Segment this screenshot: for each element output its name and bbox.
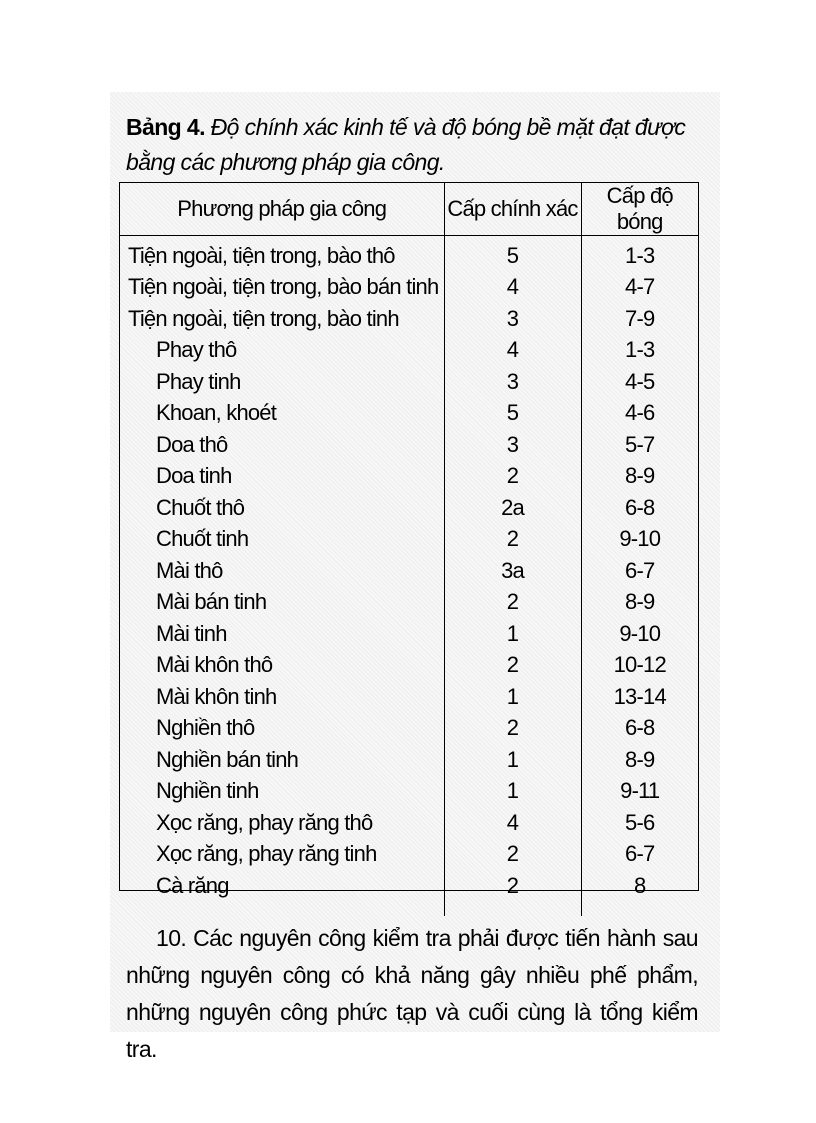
- accuracy-cell: 4: [444, 272, 581, 304]
- table-row: [120, 303, 698, 335]
- method-cell: Tiện ngoài, tiện trong, bào tinh: [128, 305, 399, 331]
- paragraph-text: 10. Các nguyên công kiểm tra phải được tiến hành sau những nguyên công có khả năng gây nhiều phế phẩm, những nguyên công phức tạp và cuối cùng là tổng kiểm tra.: [126, 925, 698, 1062]
- finish-cell: 10-12: [581, 650, 698, 682]
- table-row: [120, 236, 698, 272]
- method-cell: Phay thô: [156, 337, 237, 363]
- table-row: [120, 744, 698, 776]
- table-row: [120, 366, 698, 398]
- finish-cell: 7-9: [581, 303, 698, 335]
- table-caption: [126, 110, 696, 180]
- body-paragraph: [126, 920, 698, 1068]
- accuracy-cell: 1: [444, 681, 581, 713]
- header-finish: Cấp độ bóng: [581, 183, 698, 236]
- accuracy-cell: 3: [444, 303, 581, 335]
- finish-cell: 8-9: [581, 587, 698, 619]
- accuracy-cell: 5: [444, 236, 581, 272]
- method-cell: Nghiền bán tinh: [156, 746, 299, 772]
- table-filler-row: [120, 902, 698, 916]
- machining-table: [119, 182, 699, 898]
- accuracy-cell: 3: [444, 366, 581, 398]
- method-cell: Mài bán tinh: [156, 589, 267, 615]
- table-row: [120, 524, 698, 556]
- method-cell: Tiện ngoài, tiện trong, bào thô: [128, 242, 395, 268]
- table-row: [120, 555, 698, 587]
- finish-cell: 4-7: [581, 272, 698, 304]
- accuracy-cell: 2: [444, 461, 581, 493]
- finish-cell: 4-6: [581, 398, 698, 430]
- table-row: [120, 461, 698, 493]
- accuracy-cell: 2: [444, 839, 581, 871]
- table-row: [120, 492, 698, 524]
- table-body: [120, 236, 698, 916]
- accuracy-cell: 2: [444, 524, 581, 556]
- accuracy-cell: 4: [444, 335, 581, 367]
- accuracy-cell: 1: [444, 618, 581, 650]
- table-row: [120, 807, 698, 839]
- accuracy-cell: 1: [444, 776, 581, 808]
- table-row: [120, 839, 698, 871]
- accuracy-cell: 2: [444, 713, 581, 745]
- table-row: [120, 870, 698, 902]
- finish-cell: 4-5: [581, 366, 698, 398]
- finish-cell: 1-3: [581, 236, 698, 272]
- finish-cell: 9-11: [581, 776, 698, 808]
- finish-cell: 8: [581, 870, 698, 902]
- header-method: Phương pháp gia công: [120, 183, 444, 236]
- filler-cell: [120, 902, 444, 916]
- table-row: [120, 335, 698, 367]
- accuracy-cell: 2: [444, 650, 581, 682]
- table-row: [120, 713, 698, 745]
- method-cell: Chuốt thô: [156, 494, 245, 520]
- accuracy-cell: 2a: [444, 492, 581, 524]
- table-row: [120, 650, 698, 682]
- table-row: [120, 429, 698, 461]
- accuracy-cell: 5: [444, 398, 581, 430]
- finish-cell: 5-7: [581, 429, 698, 461]
- finish-cell: 9-10: [581, 524, 698, 556]
- method-cell: Mài thô: [156, 557, 223, 583]
- finish-cell: 6-7: [581, 555, 698, 587]
- accuracy-cell: 2: [444, 870, 581, 902]
- finish-cell: 1-3: [581, 335, 698, 367]
- finish-cell: 6-8: [581, 713, 698, 745]
- table-row: [120, 587, 698, 619]
- table-header-row: [120, 183, 698, 236]
- method-cell: Mài khôn tinh: [156, 683, 277, 709]
- accuracy-cell: 2: [444, 587, 581, 619]
- method-cell: Nghiền thô: [156, 715, 255, 741]
- finish-cell: 8-9: [581, 461, 698, 493]
- caption-label: Bảng 4.: [126, 114, 205, 140]
- accuracy-cell: 3a: [444, 555, 581, 587]
- table-row: [120, 398, 698, 430]
- table-row: [120, 681, 698, 713]
- accuracy-cell: 1: [444, 744, 581, 776]
- accuracy-cell: 3: [444, 429, 581, 461]
- table-row: [120, 776, 698, 808]
- accuracy-cell: 4: [444, 807, 581, 839]
- table-row: [120, 272, 698, 304]
- caption-title: Độ chính xác kinh tế và độ bóng bề mặt đạt được bằng các phương pháp gia công.: [126, 114, 686, 175]
- method-cell: Tiện ngoài, tiện trong, bào bán tinh: [128, 274, 439, 300]
- finish-cell: 9-10: [581, 618, 698, 650]
- finish-cell: 8-9: [581, 744, 698, 776]
- method-cell: Nghiền tinh: [156, 778, 259, 804]
- method-cell: Chuốt tinh: [156, 526, 249, 552]
- finish-cell: 5-6: [581, 807, 698, 839]
- table-row: [120, 618, 698, 650]
- method-cell: Xọc răng, phay răng thô: [156, 809, 373, 835]
- finish-cell: 6-7: [581, 839, 698, 871]
- method-cell: Doa tinh: [156, 463, 232, 489]
- finish-cell: 6-8: [581, 492, 698, 524]
- filler-cell: [581, 902, 698, 916]
- finish-cell: 13-14: [581, 681, 698, 713]
- method-cell: Xọc răng, phay răng tinh: [156, 841, 377, 867]
- method-cell: Mài tinh: [156, 620, 227, 646]
- filler-cell: [444, 902, 581, 916]
- method-cell: Doa thô: [156, 431, 228, 457]
- header-accuracy: Cấp chính xác: [444, 183, 581, 236]
- method-cell: Mài khôn thô: [156, 652, 273, 678]
- method-cell: Phay tinh: [156, 368, 241, 394]
- method-cell: Khoan, khoét: [156, 400, 277, 426]
- method-cell: Cà răng: [156, 872, 229, 898]
